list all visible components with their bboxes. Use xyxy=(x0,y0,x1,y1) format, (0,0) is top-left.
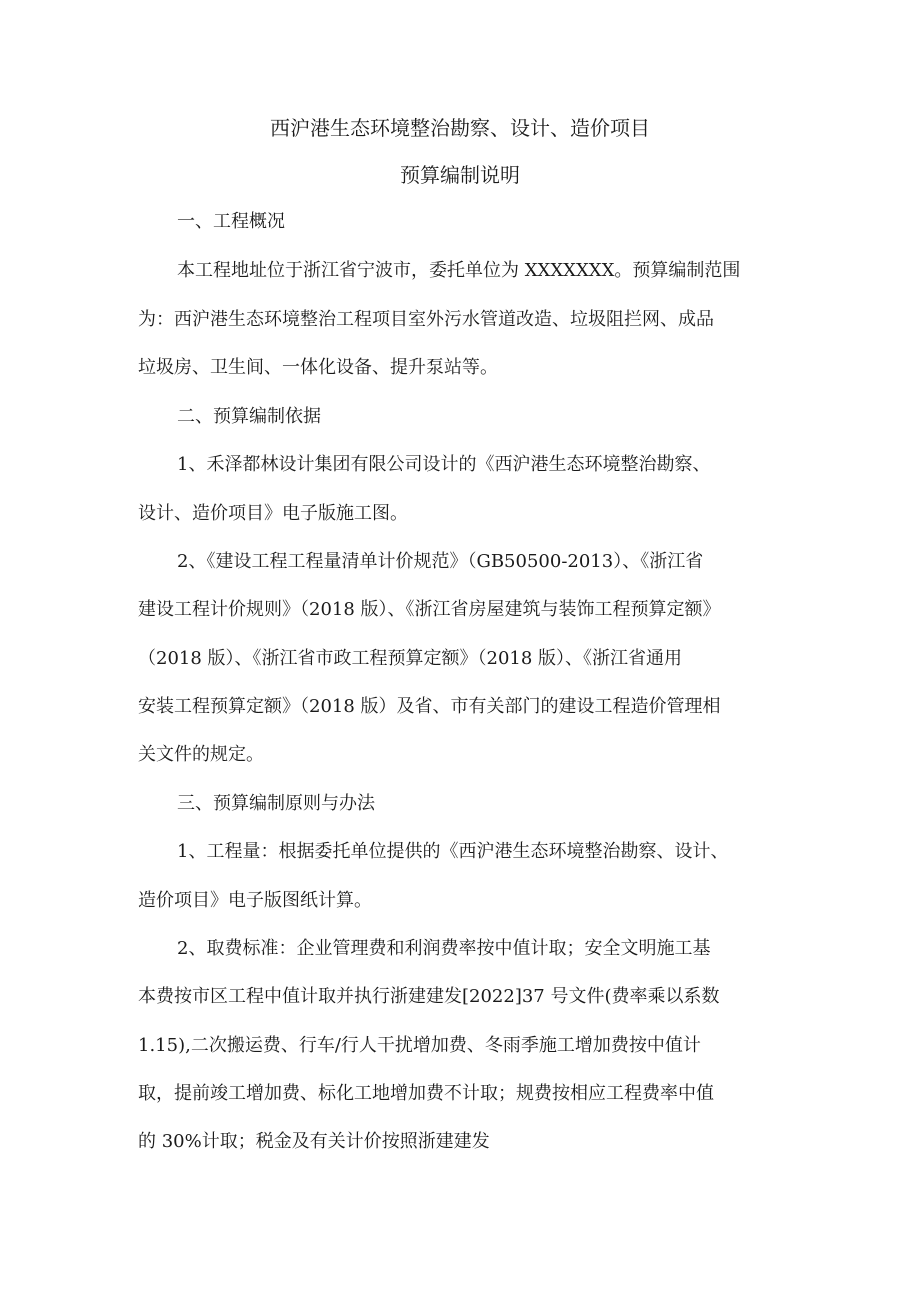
paragraph-line: 2、《建设工程工程量清单计价规范》（GB50500-2013）、《浙江省 xyxy=(177,551,704,572)
section-heading: 二、预算编制依据 xyxy=(177,406,321,427)
paragraph-line: 为：西沪港生态环境整治工程项目室外污水管道改造、垃圾阻拦网、成品 xyxy=(138,309,714,330)
section-heading: 三、预算编制原则与办法 xyxy=(177,793,375,814)
paragraph-line: 1、工程量：根据委托单位提供的《西沪港生态环境整治勘察、设计、 xyxy=(177,841,729,862)
document-subtitle: 预算编制说明 xyxy=(400,163,520,187)
paragraph-line: 设计、造价项目》电子版施工图。 xyxy=(138,503,408,524)
document-title: 西沪港生态环境整治勘察、设计、造价项目 xyxy=(270,116,650,140)
paragraph-line: 建设工程计价规则》（2018 版）、《浙江省房屋建筑与装饰工程预算定额》 xyxy=(138,599,721,620)
paragraph-line: （2018 版）、《浙江省市政工程预算定额》（2018 版）、《浙江省通用 xyxy=(138,648,683,669)
paragraph-line: 关文件的规定。 xyxy=(138,744,264,765)
paragraph-line: 的 30%计取；税金及有关计价按照浙建建发 xyxy=(138,1131,490,1152)
paragraph-line: 本工程地址位于浙江省宁波市，委托单位为 XXXXXXX。预算编制范围 xyxy=(177,260,741,281)
paragraph-line: 1、禾泽都林设计集团有限公司设计的《西沪港生态环境整治勘察、 xyxy=(177,454,711,475)
paragraph-line: 安装工程预算定额》（2018 版）及省、市有关部门的建设工程造价管理相 xyxy=(138,696,721,717)
paragraph-line: 垃圾房、卫生间、一体化设备、提升泵站等。 xyxy=(138,357,498,378)
paragraph-line: 造价项目》电子版图纸计算。 xyxy=(138,890,372,911)
paragraph-line: 1.15),二次搬运费、行车/行人干扰增加费、冬雨季施工增加费按中值计 xyxy=(138,1035,701,1056)
section-heading: 一、工程概况 xyxy=(177,211,285,232)
paragraph-line: 取，提前竣工增加费、标化工地增加费不计取；规费按相应工程费率中值 xyxy=(138,1083,714,1104)
paragraph-line: 本费按市区工程中值计取并执行浙建建发[2022]37 号文件(费率乘以系数 xyxy=(138,986,720,1007)
paragraph-line: 2、取费标准：企业管理费和利润费率按中值计取；安全文明施工基 xyxy=(177,938,711,959)
